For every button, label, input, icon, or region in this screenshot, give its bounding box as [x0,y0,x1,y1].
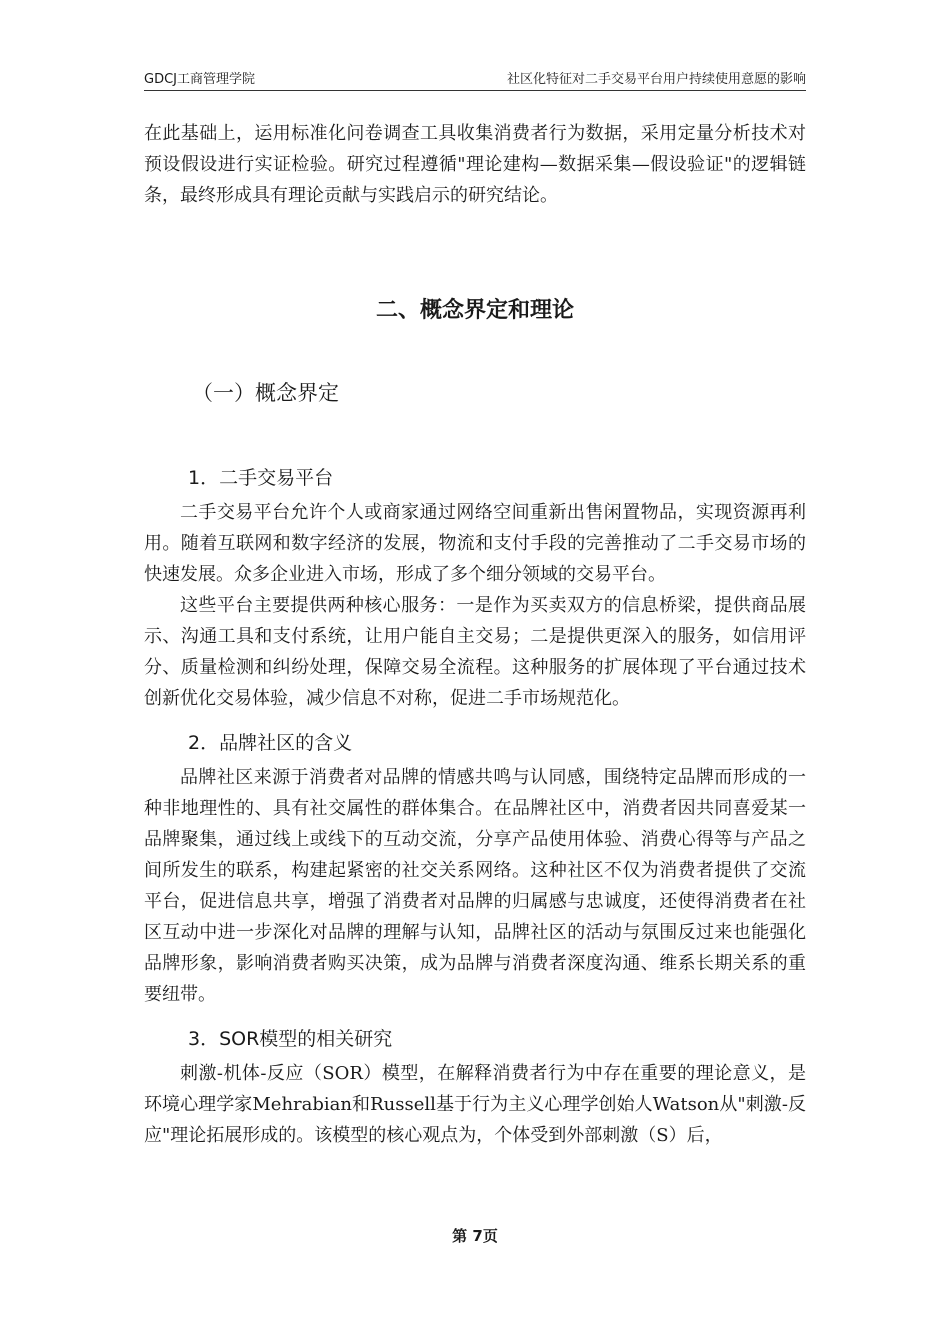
page-number: 第 7页 [452,1227,498,1245]
header-paper-title: 社区化特征对二手交易平台用户持续使用意愿的影响 [506,72,806,87]
subsection-3-paragraph-1: 刺激-机体-反应（SOR）模型，在解释消费者行为中存在重要的理论意义，是环境心理学家Mehrabian和Russell基于行为主义心理学创始人Watson从"刺激-反应"理论拓展形成的。该模型的核心观点为，个体受到外部刺激（S）后， [144,1063,806,1146]
intro-paragraph: 在此基础上，运用标准化问卷调查工具收集消费者行为数据，采用定量分析技术对预设假设进行实证检验。研究过程遵循"理论建构—数据采集—假设验证"的逻辑链条，最终形成具有理论贡献与实践启示的研究结论。 [144,123,806,206]
subsection-1-paragraph-2: 这些平台主要提供两种核心服务：一是作为买卖双方的信息桥梁，提供商品展示、沟通工具和支付系统，让用户能自主交易；二是提供更深入的服务，如信用评分、质量检测和纠纷处理，保障交易全流程。这种服务的扩展体现了平台通过技术创新优化交易体验，减少信息不对称，促进二手市场规范化。 [144,595,806,709]
subsection-2-paragraph-1: 品牌社区来源于消费者对品牌的情感共鸣与认同感，围绕特定品牌而形成的一种非地理性的、具有社交属性的群体集合。在品牌社区中，消费者因共同喜爱某一品牌聚集，通过线上或线下的互动交流，分享产品使用体验、消费心得等与产品之间所发生的联系，构建起紧密的社交关系网络。这种社区不仅为消费者提供了交流平台，促进信息共享，增强了消费者对品牌的归属感与忠诚度，还使得消费者在社区互动中进一步深化对品牌的理解与认知，品牌社区的活动与氛围反过来也能强化品牌形象，影响消费者购买决策，成为品牌与消费者深度沟通、维系长期关系的重要纽带。 [144,767,806,1005]
subsection-heading-3: 3．SOR模型的相关研究 [188,1028,393,1050]
chapter-title: 二、概念界定和理论 [375,298,574,323]
header-institution: GDCJ工商管理学院 [144,72,255,87]
section-title: （一）概念界定 [192,381,339,405]
page-body [144,118,806,1151]
subsection-heading-1: 1．二手交易平台 [188,467,334,489]
subsection-1-paragraph-1: 二手交易平台允许个人或商家通过网络空间重新出售闲置物品，实现资源再利用。随着互联网和数字经济的发展，物流和支付手段的完善推动了二手交易市场的快速发展。众多企业进入市场，形成了多个细分领域的交易平台。 [144,502,806,585]
page-header [144,60,806,91]
subsection-heading-2: 2．品牌社区的含义 [188,732,353,754]
